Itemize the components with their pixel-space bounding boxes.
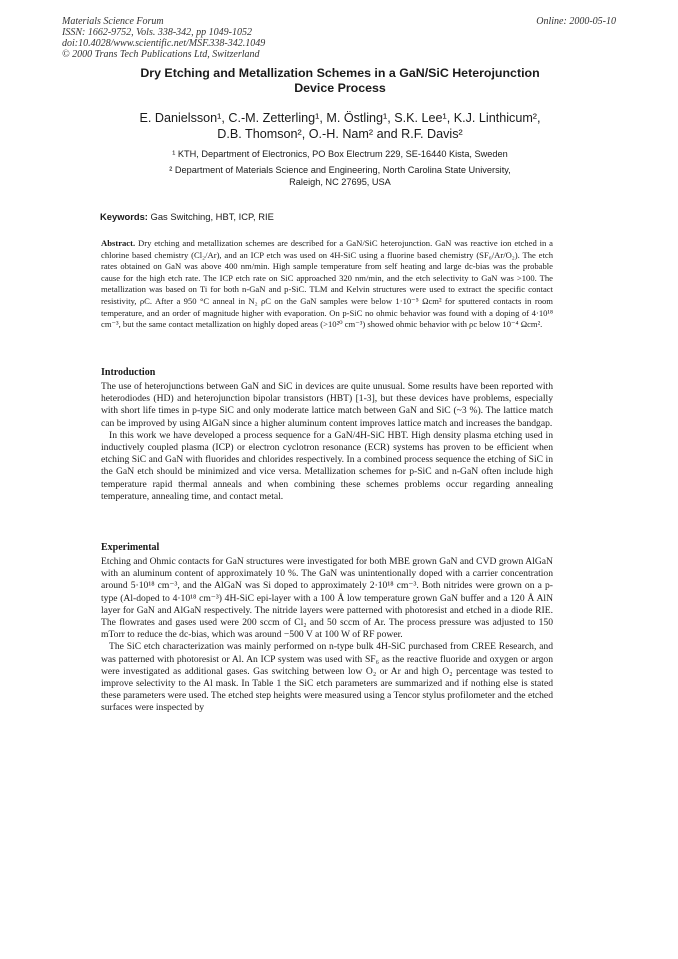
copyright-line: © 2000 Trans Tech Publications Ltd, Switzerland: [62, 49, 260, 60]
keywords: [100, 211, 274, 222]
authors-line-2: D.B. Thomson², O.-H. Nam² and R.F. Davis²: [217, 127, 463, 141]
title-line-2: Device Process: [294, 81, 386, 95]
experimental-paragraph-1: Etching and Ohmic contacts for GaN structures were investigated for both MBE grown GaN and CVD grown AlGaN with an aluminum content of approximately 10 %. The GaN was unintentionally doped with a carrier concentration around 5·10¹⁸ cm⁻³, and the AlGaN was Si doped to approximately 2·10¹⁸ cm⁻³. Both nitrides were grown on a p-type (Al-doped to 4·10¹⁸ cm⁻³) 4H-SiC epi-layer with a 100 Å low temperature grown GaN buffer and a 120 Å AlN layer for GaN and AlGaN respectively. The nitride layers were patterned with photoresist and etched in a diode RIE. The flowrates and gases used were 200 sccm of Cl₂ and 50 sccm of Ar. The process pressure was adjusted to 150 mTorr to reduce the dc-bias, which was around −500 V at 100 W of RF power.: [101, 556, 553, 641]
affiliation-2-line-2: Raleigh, NC 27695, USA: [289, 176, 391, 187]
journal-header: [62, 16, 265, 60]
issn-line: ISSN: 1662-9752, Vols. 338-342, pp 1049-1052: [62, 27, 252, 38]
paper-title: [100, 66, 580, 96]
authors-line-1: E. Danielsson¹, C.-M. Zetterling¹, M. Östling¹, S.K. Lee¹, K.J. Linthicum²,: [139, 111, 541, 125]
abstract-text: Dry etching and metallization schemes are described for a GaN/SiC heterojunction. GaN was reactive ion etched in a chlorine based chemistry (Cl₂/Ar), and an ICP etch was used on 4H-SiC using a fluorine based chemistry (SF₆/Ar/O₂). The etch rates obtained on GaN was above 400 nm/min. High sample temperature from self heating and large dc-bias was the probable cause for the high etch rate. The ICP etch rate on SiC approached 320 nm/min, and the etch selectivity to GaN was >100. The metallization was based on Ti for both n-GaN and p-SiC. TLM and Kelvin structures were used to extract the specific contact resistivity, ρC. After a 950 °C anneal in N₂ ρC on the GaN samples were below 1·10⁻⁵ Ωcm² for sputtered contacts in room temperature, and an order of magnitude higher with evaporation. On p-SiC no ohmic behavior was found with a doping of 4·10¹⁸ cm⁻³, but the same contact metallization on highly doped areas (>10²⁰ cm⁻³) showed ohmic behavior with ρc below 10⁻⁴ Ωcm².: [101, 238, 553, 330]
affiliation-2: [110, 165, 570, 188]
keywords-label: Keywords:: [100, 211, 148, 222]
abstract: [101, 238, 553, 331]
introduction-paragraph-1: The use of heterojunctions between GaN and SiC in devices are quite unusual. Some results have been reported with heterodiodes (HD) and heterojunction bipolar transistors (HBT) [1-3], but these devices have problems, especially with short life times in p-type SiC and only moderate lattice match between GaN and SiC (~3 %). The lattice match can be improved by using AlGaN since a higher aluminum content improves lattice match and increases the bandgap.: [101, 381, 553, 429]
abstract-label: Abstract.: [101, 238, 136, 248]
experimental-paragraph-2: The SiC etch characterization was mainly performed on n-type bulk 4H-SiC purchased from CREE Research, and was patterned with photoresist or Al. An ICP system was used with SF₆ as the reactive fluoride and oxygen or argon were investigated as additional gases. Gas switching between low O₂ or Ar and high O₂ percentage was tested to improve selectivity to the Al mask. In Table 1 the SiC etch parameters are summarized and if nothing else is stated these parameters were used. The etched step heights were measured using a Tencor stylus profilometer and the etched surfaces were inspected by: [101, 641, 553, 714]
author-list: [90, 110, 590, 142]
keywords-value: Gas Switching, HBT, ICP, RIE: [147, 211, 274, 222]
doi-line: doi:10.4028/www.scientific.net/MSF.338-342.1049: [62, 38, 266, 49]
journal-name: Materials Science Forum: [62, 16, 164, 27]
introduction-paragraph-2: In this work we have developed a process sequence for a GaN/4H-SiC HBT. High density plasma etching used in inductively coupled plasma (ICP) or electron cyclotron resonance (ECR) systems has proven to be efficient when etching SiC and GaN with fluorides and chlorides respectively. In a combined process sequence the etching of SiC in the GaN etch should be minimized and vice versa. Metallization schemes for p-SiC and n-GaN often include high temperature rapid thermal anneals and when combining these schemes problems occur regarding annealing temperature, annealing time, and contact metal.: [101, 429, 553, 502]
experimental-body: [101, 556, 553, 715]
title-line-1: Dry Etching and Metallization Schemes in a GaN/SiC Heterojunction: [140, 66, 540, 80]
introduction-heading: Introduction: [101, 367, 156, 378]
experimental-heading: Experimental: [101, 542, 160, 553]
affiliation-2-line-1: ² Department of Materials Science and Engineering, North Carolina State University,: [169, 165, 511, 175]
affiliation-1: ¹ KTH, Department of Electronics, PO Box Electrum 229, SE-16440 Kista, Sweden: [172, 149, 508, 159]
online-date: Online: 2000-05-10: [536, 16, 616, 27]
introduction-body: [101, 381, 553, 503]
